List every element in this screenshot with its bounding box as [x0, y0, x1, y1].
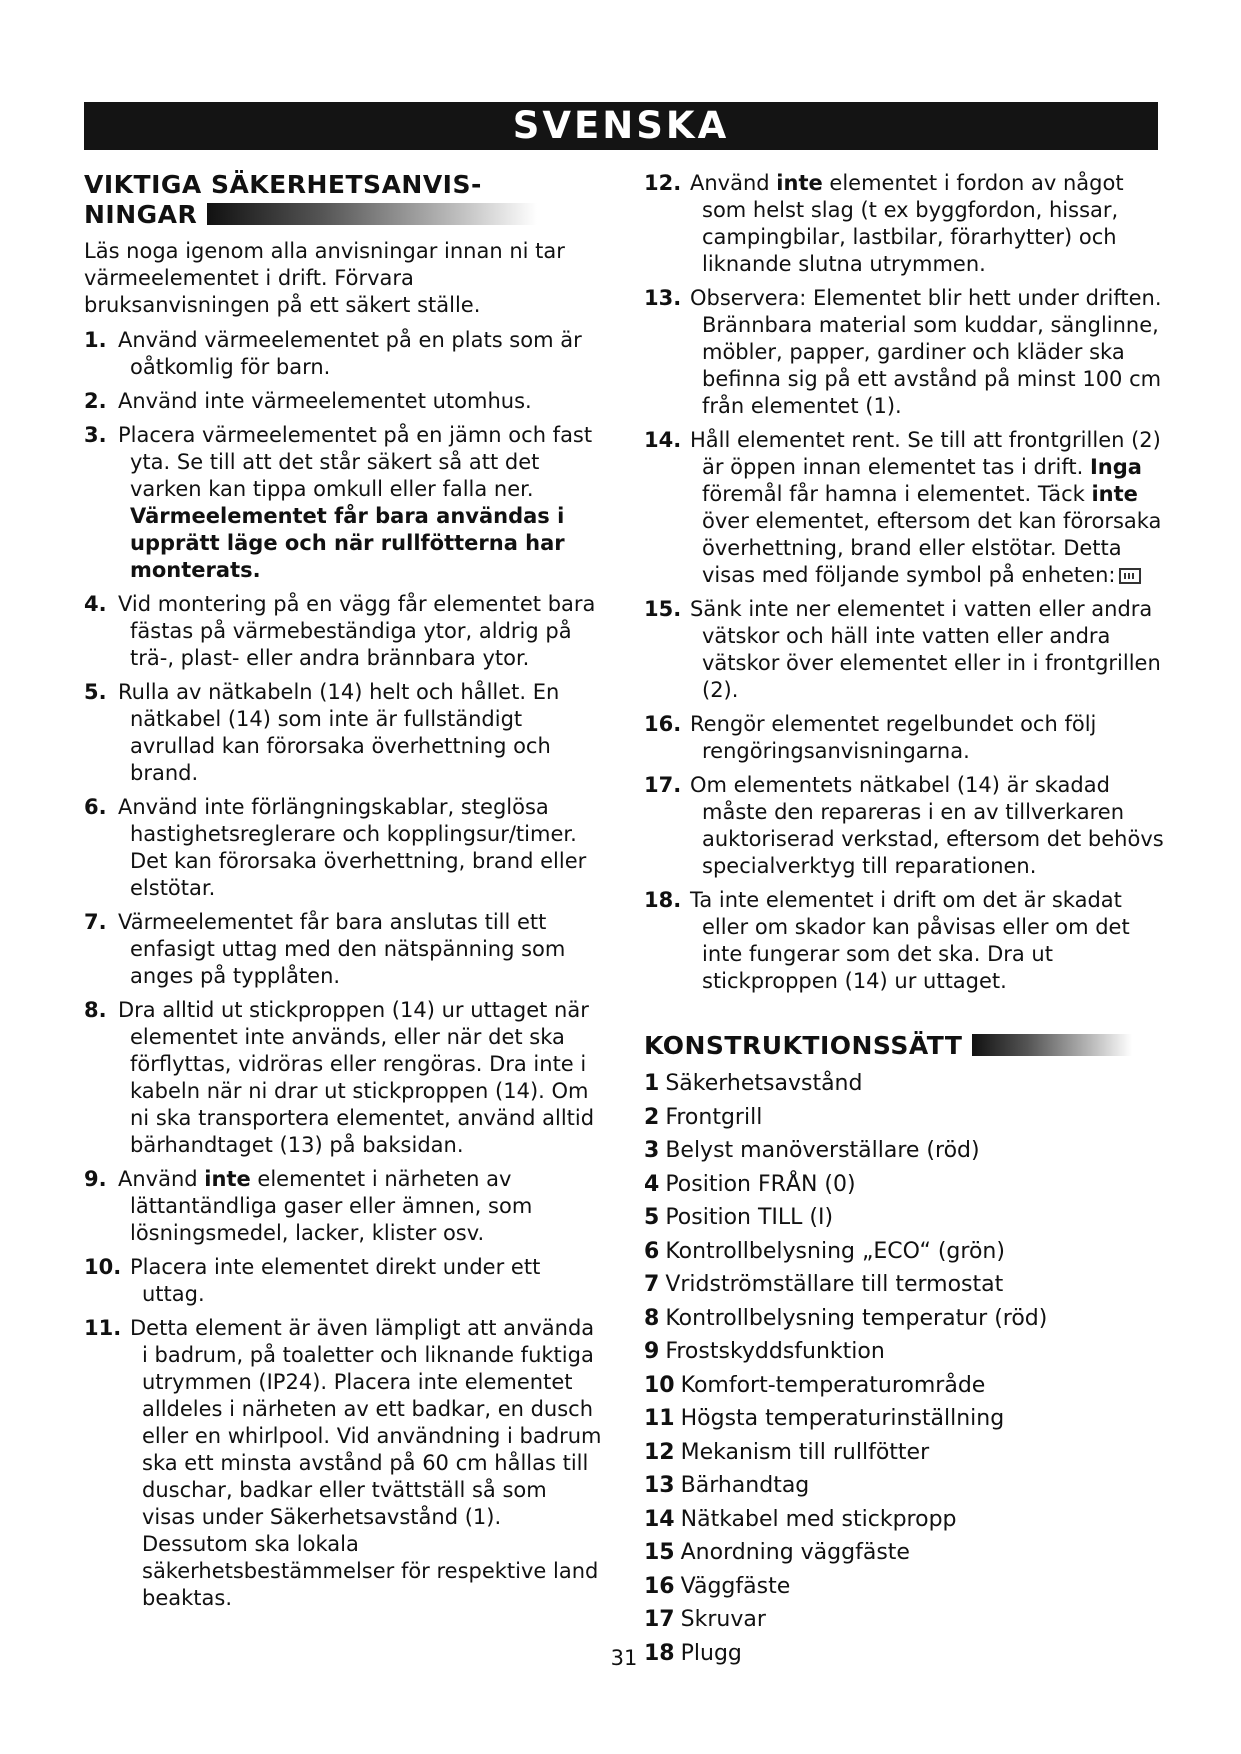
item-number: 15. — [644, 597, 682, 621]
item-text-pre: Använd — [690, 171, 777, 195]
component-number: 11 — [644, 1406, 675, 1431]
safety-item — [84, 388, 604, 415]
component-number: 18 — [644, 1640, 675, 1666]
item-text-pre: Håll elementet rent. Se till att frontgrillen (2) är öppen innan elementet tas i drift. — [690, 428, 1161, 479]
component-label: Frostskyddsfunktion — [665, 1339, 885, 1364]
component-number: 3 — [644, 1138, 660, 1163]
item-text-content: Använd inte förlängningskablar, steglösa hastighetsreglerare och kopplingsur/timer. Det kan förorsaka överhettning, brand eller elstötar. — [118, 795, 587, 900]
component-label: Kontrollbelysning „ECO“ (grön) — [665, 1238, 1005, 1264]
construction-item — [644, 1369, 1164, 1403]
component-label: Säkerhetsavstånd — [665, 1071, 863, 1096]
item-text-post: över elementet, eftersom det kan förorsaka överhettning, brand eller elstötar. Detta visas med följande symbol på enheten: — [702, 509, 1162, 587]
safety-intro: Läs noga igenom alla anvisningar innan ni tar värmeelementet i drift. Förvara bruksanvisningen på ett säkert ställe. — [84, 239, 565, 317]
item-number: 11. — [84, 1316, 122, 1340]
item-text-content: Rengör elementet regelbundet och följ rengöringsanvisningarna. — [690, 712, 1097, 763]
item-warning: Värmeelementet får bara användas i upprätt läge och när rullfötterna har monterats. — [130, 504, 565, 582]
construction-title: KONSTRUKTIONSSÄTT — [644, 1031, 1164, 1061]
item-number: 16. — [644, 712, 682, 736]
item-number: 17. — [644, 773, 682, 797]
safety-title: VIKTIGA SÄKERHETSANVIS- NINGAR — [84, 170, 604, 230]
item-text-pre: Använd — [118, 1167, 205, 1191]
item-text-content: Observera: Elementet blir hett under driften. Brännbara material som kuddar, sänglinne, möbler, papper, gardiner och kläder ska befinna sig på ett avstånd på minst 100 cm från elementet (1). — [690, 286, 1162, 418]
construction-item — [644, 1536, 1164, 1570]
safety-item — [84, 909, 604, 990]
item-number: 1. — [84, 328, 107, 352]
item-text — [130, 1254, 604, 1308]
safety-list-continued — [644, 170, 1164, 995]
title-gradient-bar — [972, 1034, 1132, 1056]
construction-item — [644, 1235, 1164, 1269]
item-text-content: Placera inte elementet direkt under ett uttag. — [130, 1255, 541, 1306]
component-label: Högsta temperaturinställning — [680, 1406, 1005, 1431]
item-text-content: Detta element är även lämpligt att använda i badrum, på toaletter och liknande fuktiga utrymmen (IP24). Placera inte elementet alldeles i närheten av ett badkar, en dusch eller en whirlpool. Vid användning i badrum ska ett minsta avstånd på 60 cm hållas till duschar, badkar eller tvättställ så som visas under Säkerhetsavstånd (1). Dessutom ska lokala säkerhetsbestämmelser för respektive land beaktas. — [130, 1316, 602, 1610]
item-text — [690, 887, 1164, 995]
item-text-content: Om elementets nätkabel (14) är skadad måste den repareras i en av tillverkaren auktoriserad verkstad, eftersom det behövs specialverktyg till reparationen. — [690, 773, 1164, 878]
item-text-content: Använd inte värmeelementet utomhus. — [118, 389, 532, 413]
component-number: 14 — [644, 1506, 675, 1532]
component-label: Mekanism till rullfötter — [680, 1439, 930, 1465]
safety-item — [644, 772, 1164, 880]
component-number: 8 — [644, 1305, 660, 1331]
safety-item — [84, 679, 604, 787]
item-text — [118, 997, 604, 1159]
safety-item — [84, 997, 604, 1159]
item-number: 14. — [644, 428, 682, 452]
item-text-post: elementet i närheten av lättantändliga gaser eller ämnen, som lösningsmedel, lacker, klister osv. — [130, 1167, 533, 1245]
item-number: 4. — [84, 592, 107, 616]
component-number: 17 — [644, 1607, 675, 1632]
component-label: Position FRÅN (0) — [665, 1171, 856, 1197]
component-number: 13 — [644, 1473, 675, 1498]
construction-item — [644, 1402, 1164, 1436]
item-text — [690, 596, 1164, 704]
construction-item — [644, 1302, 1164, 1336]
item-number: 2. — [84, 389, 107, 413]
safety-item — [644, 285, 1164, 420]
component-number: 9 — [644, 1339, 660, 1364]
component-number: 12 — [644, 1439, 675, 1465]
item-text — [118, 1166, 604, 1247]
safety-item — [644, 170, 1164, 278]
safety-list — [84, 327, 604, 1612]
page-number: 31 — [610, 1646, 638, 1670]
do-not-cover-icon — [1119, 568, 1141, 584]
item-number: 10. — [84, 1255, 122, 1279]
language-banner: SVENSKA — [84, 102, 1158, 150]
component-label: Plugg — [680, 1640, 742, 1666]
component-label: Bärhandtag — [680, 1473, 810, 1498]
component-label: Belyst manöverställare (röd) — [665, 1138, 980, 1163]
safety-item — [84, 794, 604, 902]
item-number: 9. — [84, 1167, 107, 1191]
construction-item — [644, 1335, 1164, 1369]
safety-item — [644, 427, 1164, 589]
item-number: 13. — [644, 286, 682, 310]
item-text-content: Vid montering på en vägg får elementet bara fästas på värmebeständiga ytor, aldrig på trä-, plast- eller andra brännbara ytor. — [118, 592, 596, 670]
item-number: 12. — [644, 171, 682, 195]
construction-item — [644, 1101, 1164, 1135]
component-number: 7 — [644, 1272, 660, 1297]
item-text-content: Värmeelementet får bara anslutas till ett enfasigt uttag med den nätspänning som anges på typplåten. — [118, 910, 566, 988]
construction-list — [644, 1067, 1164, 1670]
safety-item — [644, 596, 1164, 704]
component-number: 5 — [644, 1205, 660, 1230]
item-number: 3. — [84, 423, 107, 447]
safety-item — [644, 711, 1164, 765]
item-text — [118, 909, 604, 990]
safety-item — [84, 1315, 604, 1612]
component-label: Nätkabel med stickpropp — [680, 1506, 957, 1532]
item-number: 5. — [84, 680, 107, 704]
item-text — [690, 427, 1164, 589]
item-text — [118, 591, 604, 672]
item-number: 8. — [84, 998, 107, 1022]
item-text — [118, 679, 604, 787]
component-label: Frontgrill — [665, 1104, 763, 1130]
right-column — [644, 170, 1164, 1670]
item-text-bold: inte — [204, 1167, 251, 1191]
item-text-content: Sänk inte ner elementet i vatten eller andra vätskor och häll inte vatten eller andra vätskor över elementet eller in i frontgrillen (2). — [690, 597, 1161, 702]
item-number: 6. — [84, 795, 107, 819]
item-text — [118, 422, 604, 503]
component-label: Vridströmställare till termostat — [665, 1272, 1004, 1297]
item-text — [118, 388, 604, 415]
component-label: Anordning väggfäste — [680, 1540, 910, 1565]
item-number: 7. — [84, 910, 107, 934]
construction-item — [644, 1134, 1164, 1168]
safety-item — [84, 1254, 604, 1308]
item-text — [690, 772, 1164, 880]
item-text-post: elementet i fordon av något som helst slag (t ex byggfordon, hissar, campingbilar, lastbilar, förarhytter) och liknande slutna utrymmen. — [702, 171, 1124, 276]
component-number: 15 — [644, 1540, 675, 1565]
safety-item — [84, 327, 604, 381]
component-number: 16 — [644, 1573, 675, 1599]
component-label: Kontrollbelysning temperatur (röd) — [665, 1305, 1048, 1331]
component-label: Väggfäste — [680, 1573, 791, 1599]
component-label: Komfort-temperaturområde — [680, 1372, 986, 1398]
construction-item — [644, 1570, 1164, 1604]
construction-item — [644, 1436, 1164, 1470]
item-text — [118, 794, 604, 902]
component-number: 2 — [644, 1104, 660, 1130]
item-text-content: Använd värmeelementet på en plats som är oåtkomlig för barn. — [118, 328, 582, 379]
safety-item — [84, 422, 604, 584]
component-number: 10 — [644, 1372, 675, 1398]
construction-item — [644, 1067, 1164, 1101]
left-column — [84, 170, 604, 1619]
construction-item — [644, 1469, 1164, 1503]
item-number: 18. — [644, 888, 682, 912]
item-text-content: Rulla av nätkabeln (14) helt och hållet. En nätkabel (14) som inte är fullständigt avrullad kan förorsaka överhettning och brand. — [118, 680, 560, 785]
component-label: Skruvar — [680, 1607, 766, 1632]
item-text-bold: Inga — [1089, 455, 1142, 479]
construction-item — [644, 1268, 1164, 1302]
item-text — [690, 711, 1164, 765]
construction-item — [644, 1168, 1164, 1202]
title-gradient-bar — [207, 203, 537, 225]
item-text-mid: föremål får hamna i elementet. Täck — [702, 482, 1092, 506]
item-text — [690, 285, 1164, 420]
component-label: Position TILL (I) — [665, 1205, 834, 1230]
item-text — [130, 1315, 604, 1612]
item-text-content: Placera värmeelementet på en jämn och fast yta. Se till att det står säkert så att det varken kan tippa omkull eller falla ner. — [118, 423, 593, 501]
safety-item — [84, 1166, 604, 1247]
construction-item — [644, 1503, 1164, 1537]
construction-item — [644, 1603, 1164, 1637]
item-text — [690, 170, 1164, 278]
component-number: 1 — [644, 1071, 660, 1096]
component-number: 6 — [644, 1238, 660, 1264]
item-text-content: Ta inte elementet i drift om det är skadat eller om skador kan påvisas eller om det inte fungerar som det ska. Dra ut stickproppen (14) ur uttaget. — [690, 888, 1130, 993]
safety-item — [84, 591, 604, 672]
construction-item — [644, 1201, 1164, 1235]
safety-item — [644, 887, 1164, 995]
component-number: 4 — [644, 1171, 660, 1197]
item-text-content: Dra alltid ut stickproppen (14) ur uttaget när elementet inte används, eller när det ska förflyttas, vidröras eller rengöras. Dra inte i kabeln när ni drar ut stickproppen (14). Om ni ska transportera elementet, använd alltid bärhandtaget (13) på baksidan. — [118, 998, 595, 1157]
item-text-bold: inte — [776, 171, 823, 195]
item-text — [118, 327, 604, 381]
construction-item — [644, 1637, 1164, 1671]
item-text-bold2: inte — [1091, 482, 1138, 506]
